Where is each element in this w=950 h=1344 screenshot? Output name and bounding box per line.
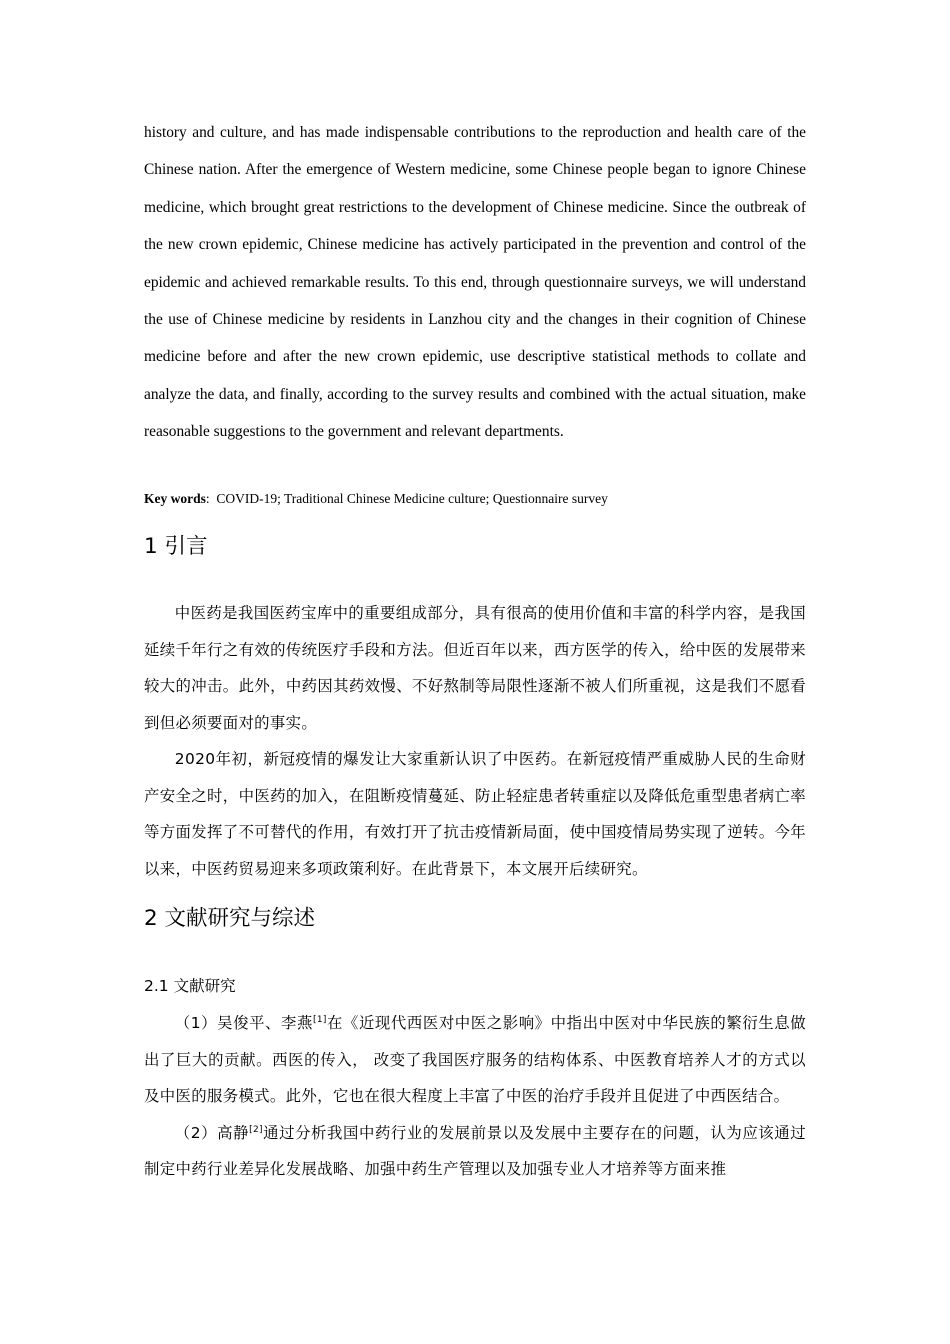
literature-item <box>144 1005 806 1115</box>
keywords-separator: : <box>205 491 210 506</box>
keywords-line <box>144 488 806 510</box>
section-2-title: 2 文献研究与综述 <box>144 906 316 931</box>
section-1-paragraph: 中医药是我国医药宝库中的重要组成部分，具有很高的使用价值和丰富的科学内容，是我国延续千年行之有效的传统医疗手段和方法。但近百年以来，西方医学的传入，给中医的发展带来较大的冲击。此外，中药因其药效慢、不好熬制等局限性逐渐不被人们所重视，这是我们不愿看到但必须要面对的事实。 <box>144 604 806 732</box>
literature-item-text: 通过分析我国中药行业的发展前景以及发展中主要存在的问题，认为应该通过制定中药行业差异化发展战略、加强中药生产管理以及加强专业人才培养等方面来推 <box>144 1123 806 1178</box>
keywords-text: COVID-19; Traditional Chinese Medicine culture; Questionnaire survey <box>216 491 608 506</box>
citation-ref: [1] <box>312 1014 327 1025</box>
subsection-2-1-title: 2.1 文献研究 <box>144 977 236 995</box>
section-1-paragraph: 2020年初，新冠疫情的爆发让大家重新认识了中医药。在新冠疫情严重威胁人民的生命财产安全之时，中医药的加入，在阻断疫情蔓延、防止轻症患者转重症以及降低危重型患者病亡率等方面发挥了不可替代的作用，有效打开了抗击疫情新局面，使中国疫情局势实现了逆转。今年以来，中医药贸易迎来多项政策利好。在此背景下，本文展开后续研究。 <box>144 750 806 878</box>
literature-item <box>144 1115 806 1188</box>
subsection-2-1-body <box>144 1005 806 1188</box>
abstract-paragraph: history and culture, and has made indispensable contributions to the reproduction and health care of the Chinese nation. After the emergence of Western medicine, some Chinese people began to ignore Chinese medicine, which brought great restrictions to the development of Chinese medicine. Since the outbreak of the new crown epidemic, Chinese medicine has actively participated in the prevention and control of the epidemic and achieved remarkable results. To this end, through questionnaire surveys, we will understand the use of Chinese medicine by residents in Lanzhou city and the changes in their cognition of Chinese medicine before and after the new crown epidemic, use descriptive statistical methods to collate and analyze the data, and finally, according to the survey results and combined with the actual situation, make reasonable suggestions to the government and relevant departments. <box>144 124 806 441</box>
keywords-label: Key words <box>144 491 206 506</box>
citation-ref: [2] <box>249 1124 263 1135</box>
literature-item-lead: （1）吴俊平、李燕 <box>174 1014 313 1032</box>
section-1-body <box>144 595 806 887</box>
section-1-title: 1 引言 <box>144 534 208 559</box>
literature-item-lead: （2）高静 <box>174 1123 250 1142</box>
literature-item-text: 在《近现代西医对中医之影响》中指出中医对中华民族的繁衍生息做出了巨大的贡献。西医的传入， 改变了我国医疗服务的结构体系、中医教育培养人才的方式以及中医的服务模式。此外，它也在很大程度上丰富了中医的治疗手段并且促进了中西医结合。 <box>144 1014 806 1105</box>
